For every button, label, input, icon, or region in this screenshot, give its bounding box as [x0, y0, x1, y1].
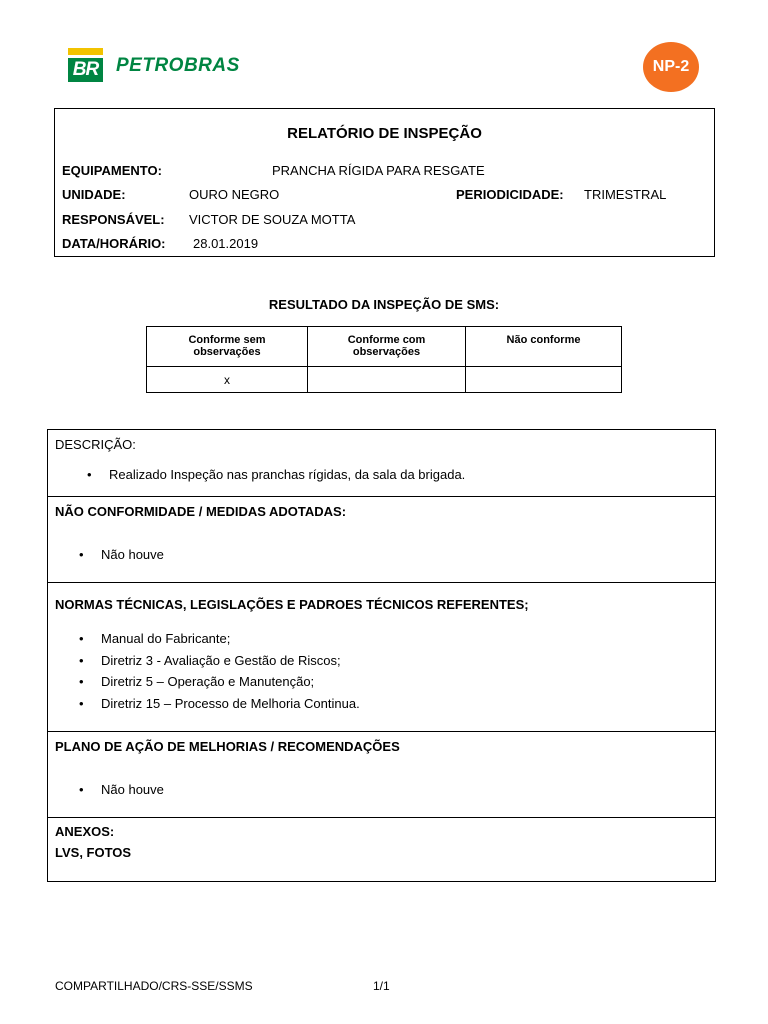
result-header-conforme-com: Conforme com observações: [308, 327, 466, 367]
responsavel-label: RESPONSÁVEL:: [62, 212, 165, 227]
section-plano: [47, 731, 716, 818]
nao-conformidade-title: NÃO CONFORMIDADE / MEDIDAS ADOTADAS:: [55, 504, 347, 519]
section-descricao: [47, 429, 716, 497]
result-value-nao-conforme: [466, 367, 622, 393]
list-item: • Realizado Inspeção nas pranchas rígidas, da sala da brigada.: [109, 467, 465, 489]
list-item: • Diretriz 15 – Processo de Melhoria Continua.: [101, 696, 360, 718]
logo-mark: BR: [72, 59, 99, 80]
anexos-title: ANEXOS:: [55, 824, 115, 839]
list-item: • Não houve: [101, 547, 164, 569]
report-header-box: [54, 108, 715, 257]
logo-wordmark: PETROBRAS: [116, 55, 240, 76]
equipamento-value: PRANCHA RÍGIDA PARA RESGATE: [272, 163, 485, 178]
result-header-nao-conforme: Não conforme: [466, 327, 622, 367]
plano-title: PLANO DE AÇÃO DE MELHORIAS / RECOMENDAÇÕES: [55, 739, 400, 754]
np-badge: NP-2: [643, 42, 699, 92]
result-value-conforme-sem: x: [147, 367, 308, 393]
footer-page: 1/1: [373, 979, 390, 993]
normas-list: [101, 631, 360, 717]
periodicidade-value: TRIMESTRAL: [584, 187, 667, 202]
result-value-conforme-com: [308, 367, 466, 393]
equipamento-label: EQUIPAMENTO:: [62, 163, 162, 178]
section-nao-conformidade: [47, 496, 716, 583]
periodicidade-label: PERIODICIDADE:: [456, 187, 564, 202]
section-normas: [47, 582, 716, 732]
footer-path: COMPARTILHADO/CRS-SSE/SSMS: [55, 979, 253, 993]
data-label: DATA/HORÁRIO:: [62, 236, 166, 251]
section-anexos: [47, 817, 716, 882]
unidade-label: UNIDADE:: [62, 187, 126, 202]
normas-title: NORMAS TÉCNICAS, LEGISLAÇÕES E PADROES TÉCNICOS REFERENTES;: [55, 597, 529, 612]
unidade-value: OURO NEGRO: [189, 187, 280, 202]
anexos-value: LVS, FOTOS: [55, 845, 132, 860]
report-title: RELATÓRIO DE INSPEÇÃO: [287, 125, 482, 142]
list-item: • Manual do Fabricante;: [101, 631, 360, 653]
nao-conformidade-list: [101, 547, 164, 569]
result-table: [146, 326, 622, 393]
responsavel-value: VICTOR DE SOUZA MOTTA: [189, 212, 356, 227]
list-item: • Não houve: [101, 782, 164, 804]
list-item: • Diretriz 3 - Avaliação e Gestão de Riscos;: [101, 653, 360, 675]
data-value: 28.01.2019: [193, 236, 259, 251]
result-header-conforme-sem: Conforme sem observações: [147, 327, 308, 367]
result-title: RESULTADO DA INSPEÇÃO DE SMS:: [268, 297, 500, 312]
logo-yellow-bar: [68, 48, 103, 55]
list-item: • Diretriz 5 – Operação e Manutenção;: [101, 674, 360, 696]
plano-list: [101, 782, 164, 804]
descricao-title: DESCRIÇÃO:: [55, 437, 136, 452]
descricao-list: [109, 467, 465, 489]
